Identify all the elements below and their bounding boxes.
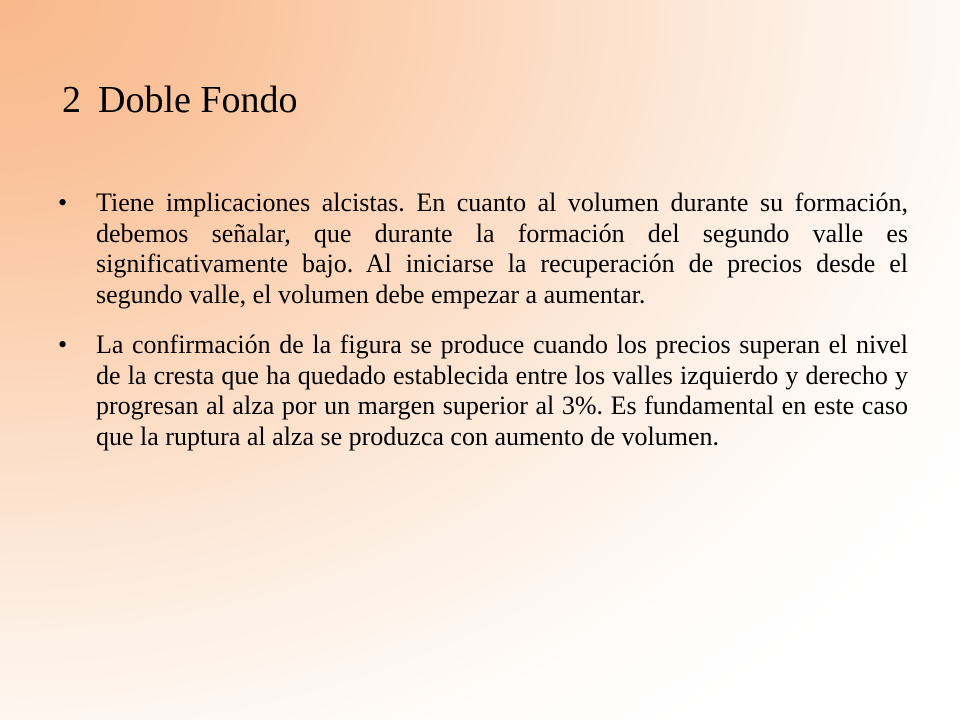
title-number: 2 — [62, 79, 81, 121]
bullet-list — [58, 188, 908, 472]
slide-title — [62, 76, 298, 124]
bullet-dot-icon: • — [58, 188, 68, 217]
bullet-item — [58, 188, 908, 310]
bullet-text: Tiene implicaciones alcistas. En cuanto al volumen durante su formación, debemos señalar, que durante la formación del segundo valle es significativamente bajo. Al iniciarse la recuperación de precios desde el segundo valle, el volumen debe empezar a aumentar. — [96, 188, 908, 309]
bullet-text: La confirmación de la figura se produce cuando los precios superan el nivel de la cresta que ha quedado establecida entre los valles izquierdo y derecho y progresan al alza por un margen superior al 3%. Es fundamental en este caso que la ruptura al alza se produzca con aumento de volumen. — [96, 330, 908, 451]
bullet-dot-icon: • — [58, 330, 68, 359]
title-text: Doble Fondo — [98, 79, 298, 121]
bullet-item — [58, 330, 908, 452]
